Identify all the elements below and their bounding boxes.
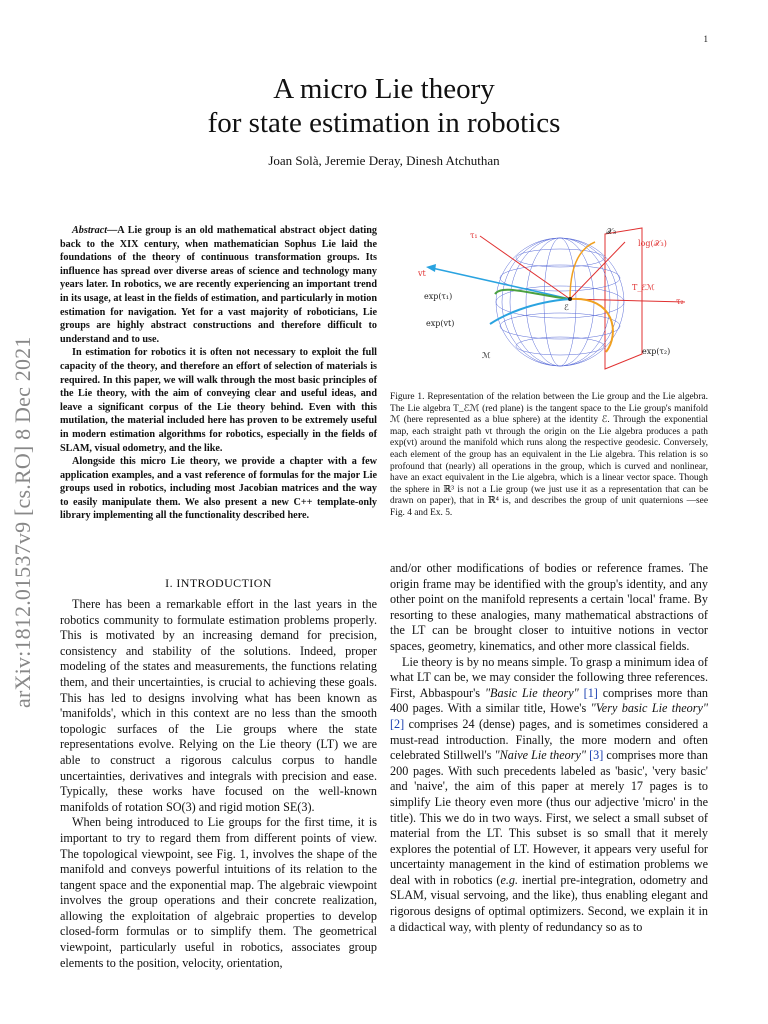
abstract-paragraph-3: Alongside this micro Lie theory, we provide a chapter with a few application examples, and a vast reference of formulas for the major Lie groups used in robotics, including most Jacobian matrices and the way to easily manipulate them. We also present a new C++ template-only library implementing all the functionality described here. [60,456,377,522]
identity-point [568,297,572,301]
tangent-vector-vt [432,268,570,299]
vt-arrowhead [426,264,436,272]
arxiv-stamp: arXiv:1812.01537v9 [cs.RO] 8 Dec 2021 [10,336,35,708]
introduction-right-column [390,561,708,935]
label-exp-tau2: exp(τ₂) [642,347,671,356]
figure-caption: Figure 1. Representation of the relation between the Lie group and the Lie algebra. The Lie algebra T_ℰℳ (red plane) is the tangent space to the Lie group's manifold ℳ (here represented as a blue sphere) at the identity ℰ. Through the exponential map, each straight path vt through the origin on the Lie algebra produces a path exp(vt) around the manifold which runs along the respective geodesic. Conversely, each element of the group has an equivalent in the Lie algebra. This relation is so profound that (nearly) all operations in the group, which is curved and nonlinear, have an exact equivalent in the Lie algebra, which is a linear vector space. Though the sphere in ℝ³ is not a Lie group (we just use it as a representation that can be drawn on paper), that in ℝ⁴ is, and describes the group of unit quaternions —see Fig. 4 and Ex. 5. [390,392,708,518]
intro-paragraph-2: When being introduced to Lie groups for the first time, it is important to try to regard them from different points of view. The topological viewpoint, see Fig. 1, involves the shape of the manifold and conveys powerful intuitions of its relation to the tangent space and the exponential map. The algebraic viewpoint involves the group operations and their concrete realization, allowing the exploitation of algebraic properties to develop closed-form formulas or to simplify them. The geometrical viewpoint, particularly useful in robotics, associates group elements to the position, velocity, orientation, [60,815,377,970]
citation-2[interactable]: [2] [390,716,405,731]
abstract-paragraph-1: Abstract—A Lie group is an old mathematical abstract object dating back to the XIX century, when mathematician Sophus Lie laid the foundations of the theory of continuous transformation groups. Its influence has spread over diverse areas of science and technology many years later. In robotics, we are recently experiencing an important trend in its usage, at least in the fields of estimation, and particularly in motion estimation for navigation. Yet for a vast majority of roboticians, Lie groups are highly abstract constructions and therefore difficult to understand and to use. [60,225,377,345]
right-paragraph-2: Lie theory is by no means simple. To grasp a minimum idea of what LT can be, we may consider the following three references. First, Abbaspour's "Basic Lie theory" [1] comprises more than 400 pages. With a similar title, Howe's "Very basic Lie theory" [2] comprises 24 (dense) pages, and is sometimes considered a must-read introduction. Finally, the more modern and often celebrated Stillwell's "Naive Lie theory" [3] comprises more than 200 pages. With such precedents labeled as 'basic', 'very basic' and 'naive', the aim of this paper at merely 17 pages is to simplify Lie theory even more (thus our adjective 'micro' in the title). This we do in two ways. First, we select a small subset of material from the LT. This subset is so small that it merely explores the potential of LT. However, it appears very useful for uncertainty management in the kind of estimation problems we deal with in robotics (e.g. inertial pre-integration, odometry and SLAM, visual servoing, and the like), thus enabling elegant and rigorous designs of optimal optimizers. Second, we explain it in a didactical way, with plenty of redundancy so as to [390,654,709,934]
figure-1 [410,224,710,374]
citation-1[interactable]: [1] [583,685,598,700]
authors: Joan Solà, Jeremie Deray, Dinesh Atchuthan [268,153,500,168]
tangent-plane [605,228,642,369]
label-tau1: τ₁ [470,231,478,240]
label-log-x3: log(𝒳₃) [638,239,667,248]
introduction-left-column [60,597,377,971]
abstract-lead: Abstract [72,225,108,236]
label-manifold: ℳ [482,351,491,360]
intro-paragraph-1: There has been a remarkable effort in the last years in the robotics community to formulate estimation problems properly. This is motivated by an increasing demand for precision, consistency and stability of the solutions. Indeed, proper modeling of the states and measurements, the functions relating them, and their uncertainties, is crucial to achieving these goals. This has led to designs involving what has been known as 'manifolds', which in this context are no less than the smooth topologic surfaces of the Lie groups where the state representations evolve. Relying on the Lie theory (LT) we are able to construct a rigorous calculus corpus to handle uncertainties, derivatives and integrals with precision and ease. Typically, these works have focused on the well-known manifolds of rotation SO(3) and rigid motion SE(3). [60,597,377,814]
citation-3[interactable]: [3] [589,748,604,763]
log-x3-vector [570,242,625,299]
label-exp-vt: exp(vt) [426,319,455,328]
right-paragraph-1: and/or other modifications of bodies or reference frames. The origin frame may be identified with the group's identity, and any other point on the manifold represents a certain 'local' frame. By resorting to these analogies, many mathematical abstractions of the LT can be brought closer to intuitive notions in vector spaces, geometry, kinematics, and other more classical fields. [390,561,708,653]
abstract [60,224,377,523]
abstract-paragraph-2: In estimation for robotics it is often not necessary to exploit the full capacity of the theory, and therefore an effort of selection of materials is required. In this paper, we will walk through the most basic principles of the Lie theory, with the aim of conveying clear and useful ideas, and leave a significant corpus of the Lie theory behind. Even with this mutilation, the material included here has proven to be extremely useful in modern estimation algorithms for robotics, especially in the fields of SLAM, visual odometry, and the like. [60,347,377,454]
section-heading-introduction: I. INTRODUCTION [165,576,272,590]
label-identity: ℰ [564,303,569,312]
label-x3: 𝒳₃ [606,227,617,236]
label-vt: vt [418,269,426,278]
label-tau2: τ₂ [676,297,684,306]
ref3-title: "Naive Lie theory" [494,748,587,763]
ref1-title: "Basic Lie theory" [484,685,579,700]
label-exp-tau1: exp(τ₁) [424,292,453,301]
paper-title [0,72,768,140]
title-line-1: A micro Lie theory [273,73,495,105]
title-line-2: for state estimation in robotics [207,107,561,139]
page-number: 1 [703,34,708,44]
label-tangent-space: T_ℰℳ [632,283,655,292]
ref2-title: "Very basic Lie theory" [590,701,709,716]
